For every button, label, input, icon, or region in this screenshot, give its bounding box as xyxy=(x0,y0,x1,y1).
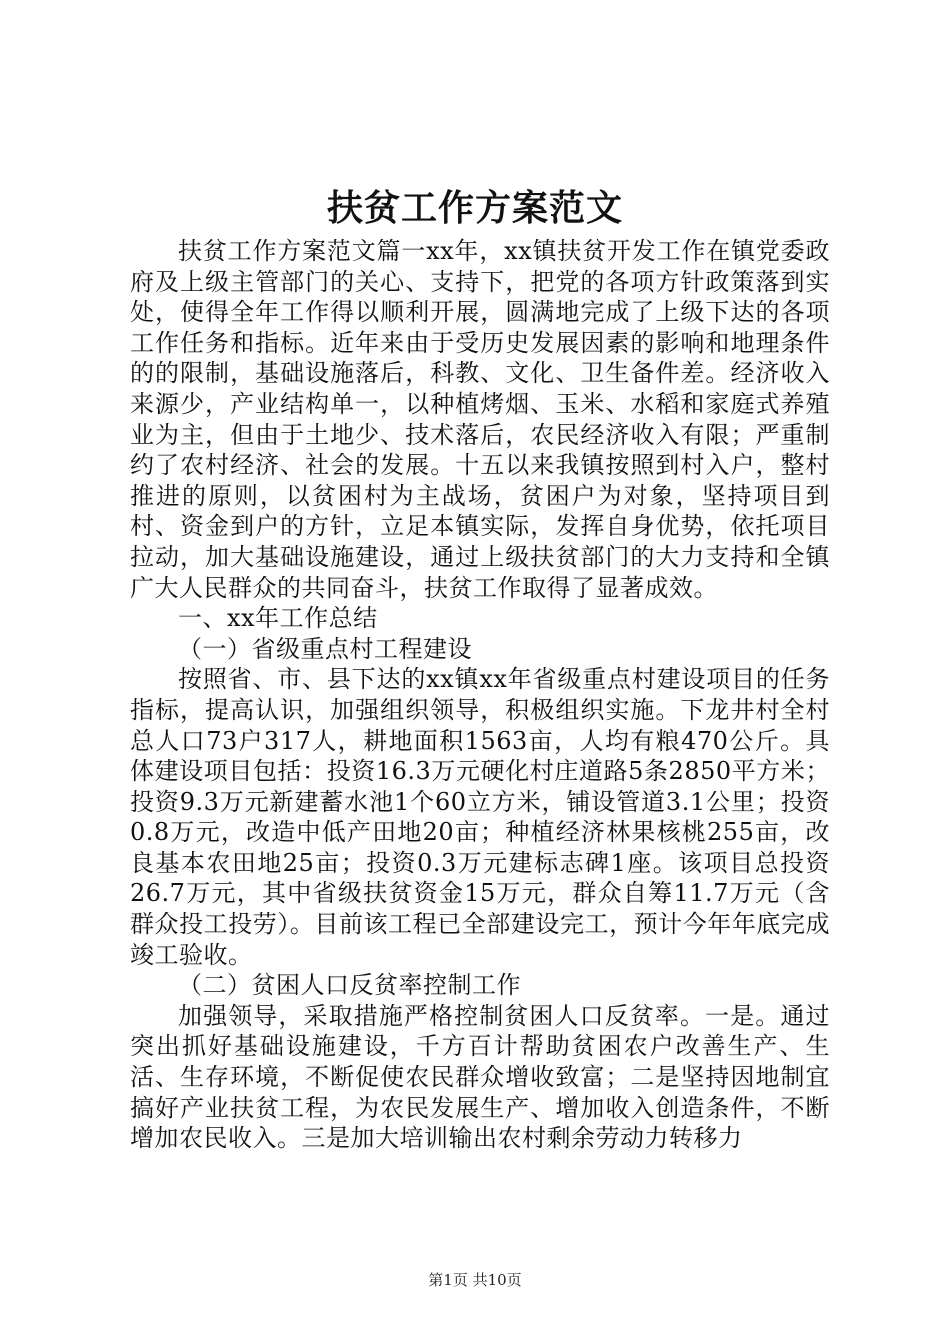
paragraph-poverty-return: 加强领导，采取措施严格控制贫困人口反贫率。一是。通过突出抓好基础设施建设，千方百计帮助贫困农户改善生产、生活、生存环境，不断促使农民群众增收致富；二是坚持因地制宜搞好产业扶贫工程，为农民发展生产、增加收入创造条件，不断增加农民收入。三是加大培训输出农村剩余劳动力转移力 xyxy=(130,1001,830,1153)
document-title: 扶贫工作方案范文 xyxy=(326,187,623,229)
page-footer: 第1页 共10页 xyxy=(428,1271,522,1289)
paragraph-intro: 扶贫工作方案范文篇一xx年，xx镇扶贫开发工作在镇党委政府及上级主管部门的关心、支持下，把党的各项方针政策落到实处，使得全年工作得以顺利开展，圆满地完成了上级下达的各项工作任务和指标。近年来由于受历史发展因素的影响和地理条件的的限制，基础设施落后，科教、文化、卫生备件差。经济收入来源少，产业结构单一，以种植烤烟、玉米、水稻和家庭式养殖业为主，但由于土地少、技术落后，农民经济收入有限；严重制约了农村经济、社会的发展。十五以来我镇按照到村入户，整村推进的原则，以贫困村为主战场，贫困户为对象，坚持项目到村、资金到户的方针，立足本镇实际，发挥自身优势，依托项目拉动，加大基础设施建设，通过上级扶贫部门的大力支持和全镇广大人民群众的共同奋斗，扶贫工作取得了显著成效。 xyxy=(130,237,830,602)
subsection-heading-poverty-return: （二）贫困人口反贫率控制工作 xyxy=(178,971,521,1000)
document-body xyxy=(130,236,830,1154)
subsection-heading-key-village: （一）省级重点村工程建设 xyxy=(178,634,472,663)
section-heading-summary: 一、xx年工作总结 xyxy=(178,604,378,633)
paragraph-key-village: 按照省、市、县下达的xx镇xx年省级重点村建设项目的任务指标，提高认识，加强组织领导，积极组织实施。下龙井村全村总人口73户317人，耕地面积1563亩，人均有粮470公斤。具体建设项目包括：投资16.3万元硬化村庄道路5条2850平方米；投资9.3万元新建蓄水池1个60立方米，铺设管道3.1公里；投资0.8万元，改造中低产田地20亩；种植经济林果核桃255亩，改良基本农田地25亩；投资0.3万元建标志碑1座。该项目总投资26.7万元，其中省级扶贫资金15万元，群众自筹11.7万元（含群众投工投劳）。目前该工程已全部建设完工，预计今年年底完成竣工验收。 xyxy=(130,665,830,969)
